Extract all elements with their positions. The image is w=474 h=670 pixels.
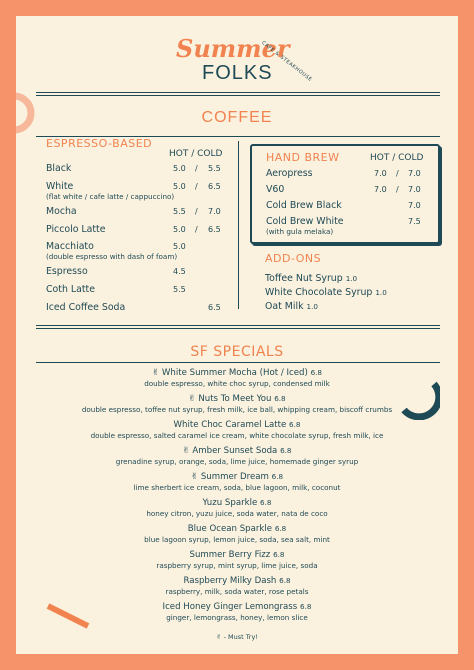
menu-item: [46, 241, 236, 261]
addon-price: 1.0: [306, 302, 318, 311]
item-name: Black: [46, 163, 72, 174]
sparkle-hand-icon: ✌: [216, 633, 222, 641]
specials-heading: SF SPECIALS: [190, 344, 284, 360]
price-separator: /: [396, 185, 399, 194]
item-name: Aeropress: [266, 168, 313, 179]
item-note: (double espresso with dash of foam): [46, 252, 178, 261]
cold-price: 6.5: [208, 303, 221, 312]
special-name: Yuzu Sparkle: [202, 498, 258, 508]
special-name: Raspberry Milky Dash: [183, 576, 277, 586]
hand-brew-box: [250, 144, 440, 244]
item-name: Macchiato: [46, 241, 94, 252]
hot-price: 5.0: [173, 182, 186, 191]
special-name-row: [16, 602, 458, 612]
hot-price: 7.0: [374, 169, 387, 178]
menu-item: [46, 163, 236, 179]
menu-item: [266, 184, 432, 200]
special-description: double espresso, toffee nut syrup, fresh milk, ice ball, whipping cream, biscoff crumbs: [81, 405, 393, 414]
addon-price: 1.0: [375, 288, 387, 297]
special-description: raspberry syrup, mint syrup, lime juice, soda: [156, 561, 318, 570]
hand-brew-title: HAND BREW: [266, 151, 340, 164]
special-name-row: [16, 420, 458, 430]
special-name-row: [16, 394, 458, 404]
special-description: raspberry, milk, soda water, rose petals: [165, 587, 309, 596]
special-description: blue lagoon syrup, lemon juice, soda, sea salt, mint: [144, 535, 330, 544]
brand-name: FOLKS: [202, 62, 273, 84]
special-price: 6.8: [300, 602, 312, 611]
cold-price: 7.0: [408, 185, 421, 194]
addon-name: Toffee Nut Syrup: [265, 273, 343, 284]
cold-price: 7.0: [408, 201, 421, 210]
addon-price: 1.0: [345, 274, 358, 283]
addon-item: [265, 301, 318, 312]
item-note: (with gula melaka): [266, 227, 334, 236]
special-name: Summer Dream: [200, 472, 269, 482]
item-name: White: [46, 181, 74, 192]
hot-price: 5.0: [173, 242, 186, 251]
cold-price: 6.5: [208, 225, 221, 234]
special-price: 6.8: [289, 420, 301, 429]
item-note: (flat white / cafe latte / cappuccino): [46, 192, 175, 201]
sparkle-hand-icon: ✌: [182, 446, 193, 456]
column-divider: [238, 141, 239, 309]
special-description: honey citron, yuzu juice, soda water, nata de coco: [146, 509, 328, 518]
cold-price: 7.5: [408, 217, 421, 226]
special-price: 6.8: [273, 550, 285, 559]
special-description: grenadine syrup, orange, soda, lime juice, homemade ginger syrup: [115, 457, 359, 466]
item-name: V60: [266, 184, 285, 195]
special-name-row: [16, 446, 458, 456]
menu-item: [46, 266, 236, 282]
special-description: double espresso, white choc syrup, condensed milk: [144, 379, 330, 388]
legend-text: - Must Try!: [223, 633, 258, 641]
brand-logo: [172, 24, 322, 84]
hand-brew-col-head: HOT / COLD: [370, 153, 424, 163]
hot-price: 5.0: [173, 164, 186, 173]
special-price: 6.8: [279, 576, 291, 585]
sparkle-hand-icon: ✌: [151, 368, 162, 378]
divider: [36, 325, 440, 326]
special-name: Amber Sunset Soda: [192, 446, 278, 456]
divider: [36, 95, 440, 96]
special-name: Blue Ocean Sparkle: [187, 524, 273, 534]
special-price: 6.8: [280, 446, 292, 455]
addon-name: White Chocolate Syrup: [265, 287, 373, 298]
price-separator: /: [396, 169, 399, 178]
price-separator: /: [195, 207, 198, 216]
special-price: 6.8: [274, 524, 287, 533]
sparkle-hand-icon: ✌: [188, 394, 199, 404]
menu-item: [46, 284, 236, 300]
special-description: ginger, lemongrass, honey, lemon slice: [166, 613, 308, 622]
must-try-legend: [16, 633, 458, 641]
hot-price: 5.0: [173, 225, 186, 234]
special-name-row: [16, 368, 458, 378]
hot-price: 4.5: [173, 267, 186, 276]
item-name: Cold Brew Black: [266, 200, 342, 211]
addon-name: Oat Milk: [265, 301, 304, 312]
brand-script: Summer: [176, 34, 290, 63]
menu-item: [266, 200, 432, 216]
item-name: Piccolo Latte: [46, 224, 106, 235]
menu-page: [16, 16, 458, 654]
brand-tagline: CAFE & STEAKHOUSE: [260, 40, 314, 84]
special-price: 6.8: [260, 498, 272, 507]
special-name-row: [16, 576, 458, 586]
menu-item: [46, 224, 236, 240]
special-name: Iced Honey Ginger Lemongrass: [162, 602, 298, 612]
cold-price: 7.0: [408, 169, 421, 178]
special-name: White Summer Mocha (Hot / Iced): [161, 368, 308, 378]
special-description: lime sherbert ice cream, soda, blue lagoon, milk, coconut: [133, 483, 341, 492]
divider: [36, 92, 440, 93]
addon-item: [265, 273, 357, 284]
item-name: Espresso: [46, 266, 88, 277]
sparkle-hand-icon: ✌: [190, 472, 201, 482]
special-price: 6.8: [274, 394, 286, 403]
special-name: White Choc Caramel Latte: [173, 420, 287, 430]
item-name: Coth Latte: [46, 284, 95, 295]
special-name: Summer Berry Fizz: [189, 550, 271, 560]
price-separator: /: [195, 182, 198, 191]
cold-price: 5.5: [208, 164, 221, 173]
cold-price: 7.0: [208, 207, 221, 216]
menu-item: [46, 206, 236, 222]
special-description: double espresso, salted caramel ice cream, white chocolate syrup, fresh milk, ice: [90, 431, 384, 440]
price-separator: /: [195, 164, 198, 173]
hot-price: 5.5: [173, 285, 186, 294]
item-name: Mocha: [46, 206, 77, 217]
hot-price: 5.5: [173, 207, 186, 216]
special-name-row: [16, 524, 458, 534]
menu-item: [46, 302, 236, 318]
menu-item: [266, 168, 432, 184]
coffee-heading: COFFEE: [201, 109, 273, 126]
divider: [36, 362, 440, 363]
special-price: 6.8: [271, 472, 284, 481]
special-name-row: [16, 472, 458, 482]
addons-title: ADD-ONS: [265, 252, 322, 265]
divider: [36, 328, 440, 329]
special-name-row: [16, 550, 458, 560]
menu-item: [266, 216, 432, 236]
cold-price: 6.5: [208, 182, 221, 191]
hot-price: 7.0: [374, 185, 387, 194]
special-name-row: [16, 498, 458, 508]
addon-item: [265, 287, 387, 298]
item-name: Cold Brew White: [266, 216, 344, 227]
special-name: Nuts To Meet You: [198, 394, 272, 404]
espresso-col-head: HOT / COLD: [169, 149, 223, 159]
special-price: 6.8: [310, 368, 323, 377]
item-name: Iced Coffee Soda: [46, 302, 126, 313]
espresso-section-title: ESPRESSO-BASED: [46, 137, 153, 150]
menu-item: [46, 181, 236, 201]
price-separator: /: [195, 225, 198, 234]
